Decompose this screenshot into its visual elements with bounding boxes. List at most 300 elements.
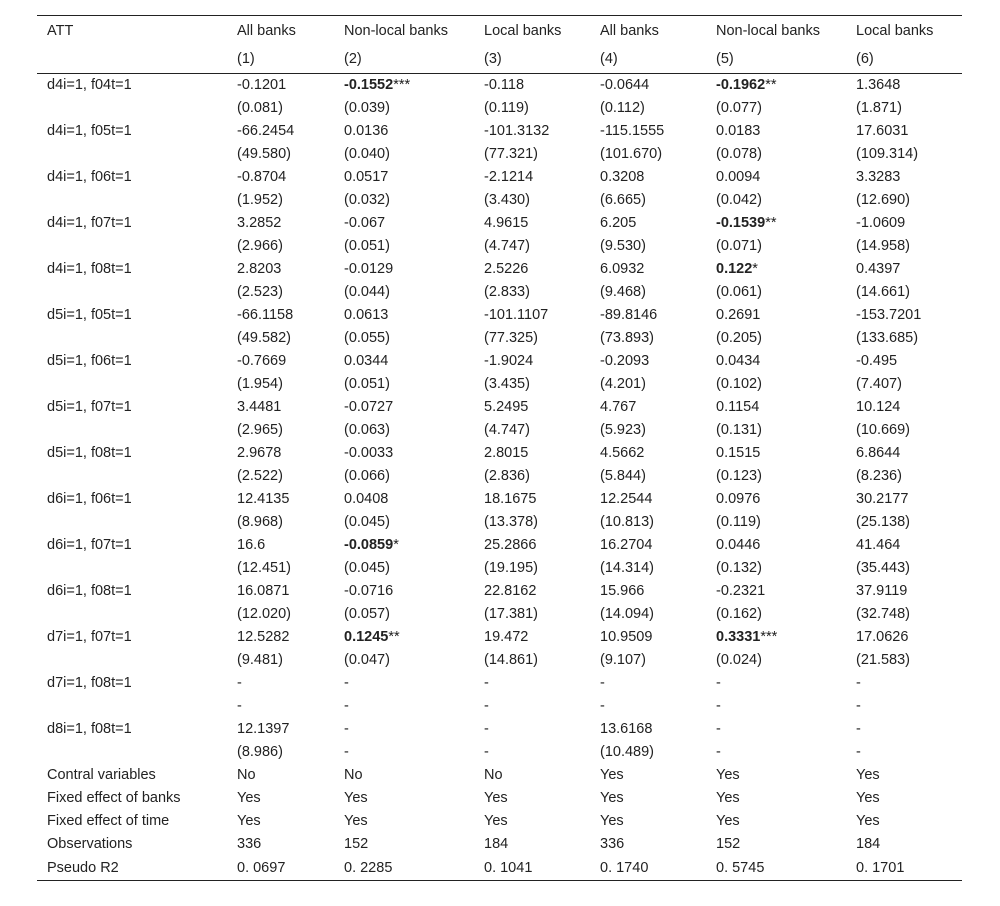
se-cell-5: (0.078) [716, 146, 762, 162]
se-cell-2: (0.051) [344, 376, 390, 392]
footer-cell-6: Yes [856, 767, 880, 783]
header-col-1: All banks [227, 16, 334, 47]
coef-cell-2: - [344, 675, 349, 691]
row-label-blank [37, 419, 227, 442]
coef-cell-5: - [716, 721, 721, 737]
footer-cell-1: Yes [237, 813, 261, 829]
col-number-6: (6) [846, 46, 962, 74]
se-cell-2: (0.047) [344, 652, 390, 668]
se-cell-5: (0.123) [716, 468, 762, 484]
se-cell-5: (0.131) [716, 422, 762, 438]
coef-cell-1: 16.6 [237, 537, 266, 553]
se-cell-5: (0.102) [716, 376, 762, 392]
se-cell-2: (0.045) [344, 514, 390, 530]
header-col-2: Non-local banks [334, 16, 474, 47]
row-label-blank [37, 649, 227, 672]
footer-cell-6: 0. 1701 [846, 856, 962, 881]
std-error-row [37, 741, 962, 764]
col-number-5: (5) [706, 46, 846, 74]
se-cell-3: (0.119) [484, 100, 529, 116]
coef-cell-1: -66.1158 [237, 307, 294, 323]
se-cell-1: (1.954) [237, 376, 283, 392]
se-cell-5: (0.042) [716, 192, 762, 208]
coef-cell-2: -0.0033 [344, 445, 394, 461]
coef-cell-3: -1.9024 [484, 353, 534, 369]
row-label: d5i=1, f05t=1 [47, 307, 132, 323]
coef-cell-6: 1.3648 [856, 77, 901, 93]
std-error-row [37, 327, 962, 350]
footer-row [37, 787, 962, 810]
row-label-blank [37, 511, 227, 534]
se-cell-6: (133.685) [856, 330, 919, 346]
se-cell-1: - [237, 698, 242, 714]
footer-cell-5: Yes [716, 767, 740, 783]
col-number-4: (4) [590, 46, 706, 74]
coefficient-row [37, 534, 962, 557]
se-cell-6: (14.661) [856, 284, 911, 300]
row-label-blank [37, 557, 227, 580]
row-label-blank [37, 373, 227, 396]
coef-cell-2: 0.0408 [344, 491, 389, 507]
significance-stars: ** [388, 629, 400, 645]
se-cell-1: (8.968) [237, 514, 283, 530]
coef-cell-2: -0.0727 [344, 399, 394, 415]
coef-cell-2: -0.0859* [344, 537, 399, 553]
coef-cell-1: -0.1201 [237, 77, 287, 93]
header-col-6: Local banks [846, 16, 962, 47]
coefficient-row [37, 672, 962, 695]
footer-label: Pseudo R2 [37, 856, 227, 881]
coef-cell-1: -0.8704 [237, 169, 287, 185]
se-cell-4: (4.201) [600, 376, 646, 392]
std-error-row [37, 603, 962, 626]
footer-row [37, 856, 962, 881]
coef-cell-2: 0.0136 [344, 123, 389, 139]
std-error-row [37, 557, 962, 580]
se-cell-1: (49.580) [237, 146, 292, 162]
footer-cell-1: 336 [237, 836, 262, 852]
coef-cell-4: 10.9509 [600, 629, 653, 645]
std-error-row [37, 419, 962, 442]
coef-cell-4: 16.2704 [600, 537, 653, 553]
footer-cell-6: Yes [856, 813, 880, 829]
row-label: d6i=1, f06t=1 [47, 491, 132, 507]
se-cell-2: (0.066) [344, 468, 390, 484]
footer-cell-2: 152 [344, 836, 369, 852]
std-error-row [37, 189, 962, 212]
coef-cell-6: 6.8644 [856, 445, 901, 461]
coef-cell-1: -0.7669 [237, 353, 287, 369]
footer-cell-4: Yes [600, 813, 624, 829]
coef-cell-1: 3.4481 [237, 399, 282, 415]
regression-table [37, 15, 962, 881]
coef-cell-5: -0.1962** [716, 77, 777, 93]
coef-cell-2: 0.0613 [344, 307, 389, 323]
coef-cell-5: 0.3331*** [716, 629, 778, 645]
coef-cell-3: 25.2866 [484, 537, 537, 553]
coef-cell-1: - [237, 675, 242, 691]
row-label-blank [37, 695, 227, 718]
std-error-row [37, 695, 962, 718]
se-cell-3: (14.861) [484, 652, 539, 668]
se-cell-4: (9.468) [600, 284, 646, 300]
coef-cell-3: 22.8162 [484, 583, 537, 599]
footer-cell-5: 0. 5745 [706, 856, 846, 881]
coef-cell-3: -101.3132 [484, 123, 550, 139]
row-label-blank [37, 465, 227, 488]
coef-cell-4: 4.767 [600, 399, 637, 415]
coef-cell-6: 3.3283 [856, 169, 901, 185]
footer-label: Fixed effect of time [47, 813, 170, 829]
coef-cell-3: - [484, 675, 489, 691]
footer-cell-1: Yes [237, 790, 261, 806]
se-cell-4: (5.844) [600, 468, 646, 484]
se-cell-3: - [484, 744, 489, 760]
coef-cell-4: 12.2544 [600, 491, 653, 507]
coefficient-row [37, 626, 962, 649]
se-cell-1: (2.523) [237, 284, 283, 300]
header-col-5: Non-local banks [706, 16, 846, 47]
row-label: d8i=1, f08t=1 [47, 721, 132, 737]
footer-cell-2: No [344, 767, 363, 783]
se-cell-2: - [344, 698, 349, 714]
se-cell-6: (25.138) [856, 514, 911, 530]
coefficient-row [37, 442, 962, 465]
footer-cell-1: No [237, 767, 256, 783]
footer-cell-4: 0. 1740 [590, 856, 706, 881]
row-label-blank [37, 281, 227, 304]
coef-cell-4: 15.966 [600, 583, 645, 599]
footer-label: Contral variables [47, 767, 156, 783]
regression-table-container [37, 15, 962, 881]
coef-cell-2: -0.0129 [344, 261, 394, 277]
se-cell-2: (0.032) [344, 192, 390, 208]
se-cell-4: (6.665) [600, 192, 646, 208]
se-cell-1: (2.522) [237, 468, 283, 484]
coef-cell-3: 4.9615 [484, 215, 529, 231]
coef-cell-6: 10.124 [856, 399, 901, 415]
coef-cell-6: -153.7201 [856, 307, 922, 323]
coef-cell-1: -66.2454 [237, 123, 295, 139]
se-cell-6: (35.443) [856, 560, 911, 576]
footer-cell-5: Yes [716, 813, 740, 829]
coef-cell-5: -0.2321 [716, 583, 766, 599]
std-error-row [37, 649, 962, 672]
coefficient-row [37, 166, 962, 189]
std-error-row [37, 281, 962, 304]
coef-cell-3: 19.472 [484, 629, 529, 645]
coef-cell-6: - [856, 721, 861, 737]
footer-label: Fixed effect of banks [47, 790, 181, 806]
footer-cell-3: 0. 1041 [474, 856, 590, 881]
coefficient-row [37, 580, 962, 603]
se-cell-3: (19.195) [484, 560, 539, 576]
se-cell-3: (4.747) [484, 422, 530, 438]
se-cell-3: (17.381) [484, 606, 539, 622]
coef-cell-6: 30.2177 [856, 491, 909, 507]
col-number-1: (1) [227, 46, 334, 74]
se-cell-3: (3.435) [484, 376, 530, 392]
std-error-row [37, 373, 962, 396]
se-cell-3: - [484, 698, 489, 714]
coefficient-row [37, 350, 962, 373]
se-cell-3: (13.378) [484, 514, 539, 530]
coef-cell-5: 0.1515 [716, 445, 761, 461]
significance-stars: * [752, 261, 758, 277]
header-col-4: All banks [590, 16, 706, 47]
row-label: d6i=1, f07t=1 [47, 537, 132, 553]
row-label: d7i=1, f07t=1 [47, 629, 132, 645]
coef-cell-2: 0.1245** [344, 629, 400, 645]
se-cell-4: (10.489) [600, 744, 655, 760]
footer-row [37, 833, 962, 856]
coef-cell-2: -0.0716 [344, 583, 394, 599]
std-error-row [37, 465, 962, 488]
coef-cell-6: - [856, 675, 861, 691]
coef-cell-1: 2.8203 [237, 261, 282, 277]
std-error-row [37, 511, 962, 534]
coef-cell-4: -0.2093 [600, 353, 650, 369]
coef-cell-4: -0.0644 [600, 77, 650, 93]
se-cell-6: - [856, 744, 861, 760]
se-cell-3: (2.836) [484, 468, 530, 484]
se-cell-4: (0.112) [600, 100, 645, 116]
footer-cell-3: No [484, 767, 503, 783]
se-cell-4: (101.670) [600, 146, 663, 162]
se-cell-2: (0.051) [344, 238, 390, 254]
row-label: d6i=1, f08t=1 [47, 583, 132, 599]
se-cell-5: - [716, 698, 721, 714]
se-cell-6: (32.748) [856, 606, 911, 622]
footer-cell-2: Yes [344, 813, 368, 829]
coef-cell-3: - [484, 721, 489, 737]
footer-cell-6: 184 [856, 836, 881, 852]
coef-cell-1: 12.5282 [237, 629, 290, 645]
footer-cell-4: 336 [600, 836, 625, 852]
coef-cell-6: -1.0609 [856, 215, 906, 231]
se-cell-1: (12.020) [237, 606, 292, 622]
coefficient-row [37, 74, 962, 98]
footer-cell-5: Yes [716, 790, 740, 806]
se-cell-5: (0.071) [716, 238, 762, 254]
se-cell-2: (0.039) [344, 100, 390, 116]
se-cell-6: (7.407) [856, 376, 902, 392]
coefficient-row [37, 304, 962, 327]
col-number-2: (2) [334, 46, 474, 74]
coef-cell-5: -0.1539** [716, 215, 777, 231]
se-cell-5: (0.119) [716, 514, 761, 530]
se-cell-3: (4.747) [484, 238, 530, 254]
coef-cell-5: 0.2691 [716, 307, 761, 323]
se-cell-6: (1.871) [856, 100, 902, 116]
coef-cell-4: - [600, 675, 605, 691]
row-label: d4i=1, f05t=1 [47, 123, 132, 139]
se-cell-5: - [716, 744, 721, 760]
row-label-blank [37, 603, 227, 626]
se-cell-4: - [600, 698, 605, 714]
se-cell-6: (109.314) [856, 146, 919, 162]
std-error-row [37, 97, 962, 120]
se-cell-1: (8.986) [237, 744, 283, 760]
se-cell-3: (77.325) [484, 330, 539, 346]
coef-cell-6: -0.495 [856, 353, 898, 369]
coef-cell-5: 0.0094 [716, 169, 761, 185]
se-cell-4: (9.530) [600, 238, 646, 254]
significance-stars: ** [765, 215, 777, 231]
coef-cell-2: -0.1552*** [344, 77, 411, 93]
coef-cell-3: -0.118 [484, 77, 525, 93]
se-cell-1: (9.481) [237, 652, 283, 668]
se-cell-5: (0.162) [716, 606, 762, 622]
footer-row [37, 764, 962, 787]
coefficient-row [37, 488, 962, 511]
coef-cell-3: 2.5226 [484, 261, 529, 277]
table-body [37, 74, 962, 881]
row-label-blank [37, 189, 227, 212]
footer-cell-1: 0. 0697 [227, 856, 334, 881]
header-att: ATT [37, 16, 227, 47]
coef-cell-1: 2.9678 [237, 445, 282, 461]
coefficient-row [37, 718, 962, 741]
coefficient-row [37, 120, 962, 143]
std-error-row [37, 143, 962, 166]
se-cell-1: (2.966) [237, 238, 283, 254]
row-label: d5i=1, f06t=1 [47, 353, 132, 369]
footer-row [37, 810, 962, 833]
row-label-blank [37, 327, 227, 350]
se-cell-5: (0.132) [716, 560, 762, 576]
se-cell-6: (21.583) [856, 652, 911, 668]
row-label: d5i=1, f08t=1 [47, 445, 132, 461]
footer-cell-2: Yes [344, 790, 368, 806]
se-cell-4: (5.923) [600, 422, 646, 438]
coef-cell-1: 3.2852 [237, 215, 282, 231]
col-number-3: (3) [474, 46, 590, 74]
row-label: d7i=1, f08t=1 [47, 675, 132, 691]
coef-cell-5: 0.0434 [716, 353, 761, 369]
se-cell-2: (0.045) [344, 560, 390, 576]
se-cell-5: (0.205) [716, 330, 762, 346]
row-label-blank [37, 143, 227, 166]
coef-cell-1: 12.1397 [237, 721, 290, 737]
coef-cell-4: -115.1555 [600, 123, 665, 139]
row-label: d4i=1, f08t=1 [47, 261, 132, 277]
coef-cell-6: 17.0626 [856, 629, 909, 645]
coef-cell-5: 0.0446 [716, 537, 761, 553]
se-cell-1: (2.965) [237, 422, 283, 438]
footer-cell-3: 184 [484, 836, 509, 852]
se-cell-2: - [344, 744, 349, 760]
se-cell-3: (77.321) [484, 146, 539, 162]
coef-cell-5: 0.0976 [716, 491, 761, 507]
coef-cell-4: 13.6168 [600, 721, 653, 737]
se-cell-6: (8.236) [856, 468, 902, 484]
se-cell-3: (2.833) [484, 284, 530, 300]
se-cell-3: (3.430) [484, 192, 530, 208]
coef-cell-4: -89.8146 [600, 307, 658, 323]
coef-cell-5: - [716, 675, 721, 691]
coef-cell-6: 0.4397 [856, 261, 901, 277]
footer-cell-2: 0. 2285 [334, 856, 474, 881]
se-cell-4: (9.107) [600, 652, 646, 668]
coef-cell-3: -2.1214 [484, 169, 534, 185]
header-col-3: Local banks [474, 16, 590, 47]
coef-cell-1: 12.4135 [237, 491, 290, 507]
se-cell-4: (10.813) [600, 514, 655, 530]
row-label-blank [37, 235, 227, 258]
se-cell-1: (0.081) [237, 100, 283, 116]
coef-cell-6: 41.464 [856, 537, 901, 553]
coef-cell-2: 0.0517 [344, 169, 389, 185]
row-label: d4i=1, f07t=1 [47, 215, 132, 231]
coef-cell-6: 37.9119 [856, 583, 908, 599]
footer-cell-4: Yes [600, 767, 624, 783]
coef-cell-2: 0.0344 [344, 353, 389, 369]
se-cell-2: (0.063) [344, 422, 390, 438]
se-cell-1: (49.582) [237, 330, 292, 346]
footer-cell-4: Yes [600, 790, 624, 806]
se-cell-5: (0.061) [716, 284, 762, 300]
coef-cell-5: 0.122* [716, 261, 758, 277]
significance-stars: * [393, 537, 399, 553]
footer-label: Observations [47, 836, 133, 852]
se-cell-2: (0.040) [344, 146, 390, 162]
se-cell-2: (0.057) [344, 606, 390, 622]
se-cell-2: (0.055) [344, 330, 390, 346]
se-cell-2: (0.044) [344, 284, 390, 300]
se-cell-5: (0.077) [716, 100, 762, 116]
significance-stars: *** [760, 629, 778, 645]
header-blank [37, 46, 227, 74]
footer-cell-3: Yes [484, 790, 508, 806]
row-label-blank [37, 741, 227, 764]
row-label-blank [37, 97, 227, 120]
footer-cell-5: 152 [716, 836, 741, 852]
footer-cell-6: Yes [856, 790, 880, 806]
coef-cell-4: 0.3208 [600, 169, 645, 185]
se-cell-1: (1.952) [237, 192, 283, 208]
coef-cell-3: 5.2495 [484, 399, 529, 415]
coefficient-row [37, 212, 962, 235]
se-cell-6: (14.958) [856, 238, 911, 254]
coef-cell-1: 16.0871 [237, 583, 290, 599]
se-cell-4: (73.893) [600, 330, 655, 346]
footer-cell-3: Yes [484, 813, 508, 829]
header-row [37, 16, 962, 47]
coef-cell-3: 2.8015 [484, 445, 529, 461]
coef-cell-4: 6.0932 [600, 261, 645, 277]
column-number-row [37, 46, 962, 74]
coef-cell-5: 0.0183 [716, 123, 761, 139]
coef-cell-3: 18.1675 [484, 491, 537, 507]
se-cell-4: (14.094) [600, 606, 655, 622]
coefficient-row [37, 396, 962, 419]
se-cell-5: (0.024) [716, 652, 762, 668]
se-cell-6: (10.669) [856, 422, 911, 438]
row-label: d4i=1, f06t=1 [47, 169, 132, 185]
row-label: d4i=1, f04t=1 [47, 77, 132, 93]
coef-cell-6: 17.6031 [856, 123, 909, 139]
coef-cell-4: 6.205 [600, 215, 637, 231]
significance-stars: ** [765, 77, 777, 93]
coef-cell-5: 0.1154 [716, 399, 760, 415]
se-cell-6: (12.690) [856, 192, 911, 208]
se-cell-6: - [856, 698, 861, 714]
coef-cell-2: - [344, 721, 349, 737]
se-cell-1: (12.451) [237, 560, 292, 576]
significance-stars: *** [393, 77, 411, 93]
row-label: d5i=1, f07t=1 [47, 399, 132, 415]
